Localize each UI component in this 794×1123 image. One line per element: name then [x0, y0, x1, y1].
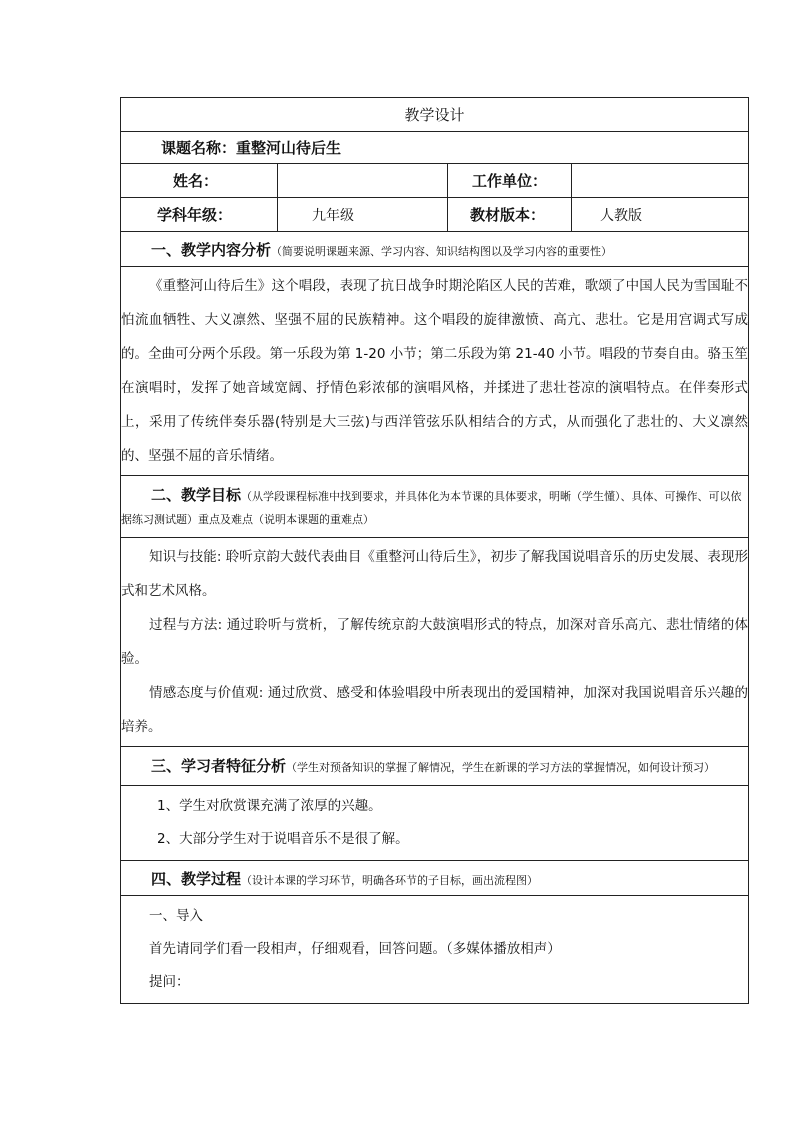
learner-item-1: 1、学生对欣赏课充满了浓厚的兴趣。 — [157, 798, 382, 814]
unit-value — [572, 164, 749, 198]
section4-heading-row — [121, 861, 749, 896]
section3-heading-row — [121, 747, 749, 786]
edition-value: 人教版 — [572, 198, 749, 232]
process-intro: 一、导入 — [149, 908, 203, 924]
section1-note: （简要说明课题来源、学习内容、知识结构图以及学习内容的重要性） — [271, 244, 613, 258]
section3-note: （学生对预备知识的掌握了解情况，学生在新课的学习方法的掌握情况，如何设计预习） — [286, 761, 716, 774]
section1-heading: 一、教学内容分析 — [151, 240, 272, 259]
section2-heading-row — [121, 476, 749, 538]
unit-label: 工作单位： — [448, 164, 572, 198]
course-name-cell — [121, 132, 749, 164]
document-title: 教学设计 — [121, 98, 749, 132]
name-label: 姓名： — [121, 164, 278, 198]
learner-item-2: 2、大部分学生对于说唱音乐不是很了解。 — [157, 831, 409, 847]
section1-body: 《重整河山待后生》这个唱段，表现了抗日战争时期沦陷区人民的苦难，歌颂了中国人民为雪国耻不怕流血牺牲、大义凛然、坚强不屈的民族精神。这个唱段的旋律激愤、高亢、悲壮。它是用宫调式写成的。全曲可分两个乐段。第一乐段为第 1-20 小节；第二乐段为第 21-40 小节。唱段的节奏自由。骆玉笙在演唱时，发挥了她音域宽阔、抒情色彩浓郁的演唱风格，并揉进了悲壮苍凉的演唱特点。在伴奏形式上，采用了传统伴奏乐器(特别是大三弦)与西洋管弦乐队相结合的方式，从而强化了悲壮的、大义凛然的、坚强不屈的音乐情绪。 — [121, 278, 749, 464]
objective-process: 过程与方法: 通过聆听与赏析，了解传统京韵大鼓演唱形式的特点，加深对音乐高亢、悲壮情绪的体验。 — [121, 617, 749, 667]
section2-note: （从学段课程标准中找到要求，并具体化为本节课的具体要求，明晰（学生懂）、具体、可操作、可以依据练习测试题）重点及难点（说明本课题的重难点） — [121, 490, 742, 526]
lesson-plan-table — [120, 97, 749, 1004]
course-row — [121, 132, 749, 164]
section3-body-row — [121, 786, 749, 861]
section1-body-cell — [121, 267, 749, 476]
section4-body-row — [121, 896, 749, 1004]
objective-emotion: 情感态度与价值观: 通过欣赏、感受和体验唱段中所表现出的爱国精神，加深对我国说唱音乐兴趣的培养。 — [121, 685, 749, 735]
name-row — [121, 164, 749, 198]
grade-value: 九年级 — [278, 198, 448, 232]
section2-body-cell — [121, 538, 749, 747]
course-label: 课题名称： — [161, 139, 237, 157]
section4-heading: 四、教学过程 — [151, 869, 242, 888]
section4-note: （设计本课的学习环节，明确各环节的子目标，画出流程图） — [241, 873, 539, 887]
edition-label: 教材版本： — [448, 198, 572, 232]
section1-heading-cell — [121, 232, 749, 267]
section3-heading: 三、学习者特征分析 — [151, 757, 287, 775]
section4-body-cell — [121, 896, 749, 1004]
lesson-plan-sheet — [120, 97, 748, 1004]
section2-heading-cell — [121, 476, 749, 538]
section1-heading-row — [121, 232, 749, 267]
section4-heading-cell — [121, 861, 749, 896]
grade-label: 学科年级： — [121, 198, 278, 232]
section2-heading: 二、教学目标 — [151, 486, 242, 504]
section3-heading-cell — [121, 747, 749, 786]
objective-knowledge: 知识与技能: 聆听京韵大鼓代表曲目《重整河山待后生》，初步了解我国说唱音乐的历史发展、表现形式和艺术风格。 — [121, 549, 749, 599]
title-row — [121, 98, 749, 132]
section2-body-row — [121, 538, 749, 747]
process-step: 首先请同学们看一段相声，仔细观看，回答问题。（多媒体播放相声） — [149, 941, 561, 957]
process-question: 提问： — [149, 974, 190, 990]
section1-body-row — [121, 267, 749, 476]
grade-row — [121, 198, 749, 232]
section3-body-cell — [121, 786, 749, 861]
name-value — [278, 164, 448, 198]
course-name: 重整河山待后生 — [236, 139, 342, 157]
